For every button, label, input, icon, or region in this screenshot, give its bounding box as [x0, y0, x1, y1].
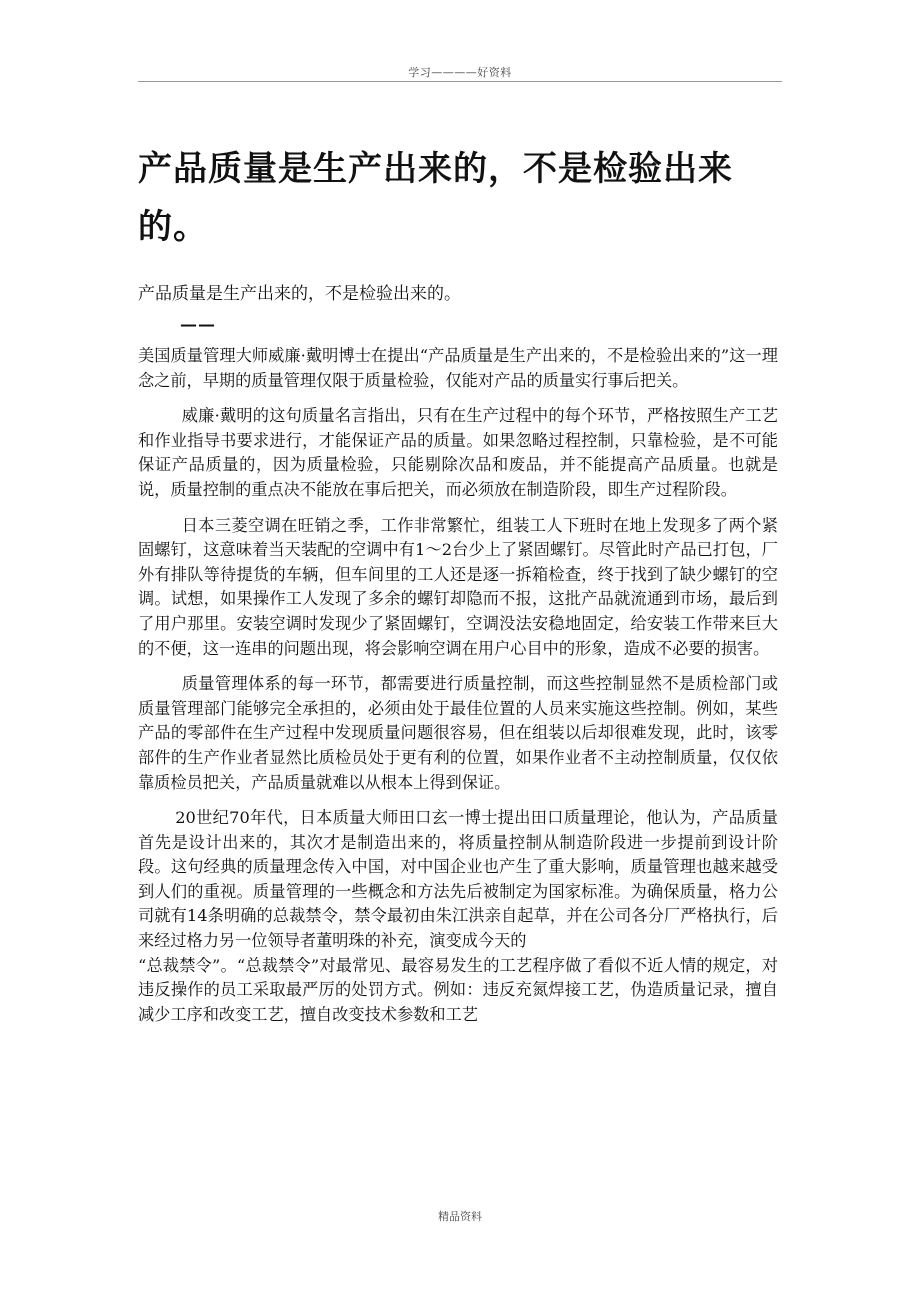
page-header: 学习————好资料	[408, 66, 512, 79]
paragraph-4: 质量管理体系的每一环节，都需要进行质量控制，而这些控制显然不是质检部门或质量管理部门能够完全承担的，必须由处于最佳位置的人员来实施这些控制。例如，某些产品的零部件在生产过程中发现质量问题很容易，但在组装以后却很难发现，此时，该零部件的生产作业者显然比质检员处于更有利的位置，如果作业者不主动控制质量，仅仅依靠质检员把关，产品质量就难以从根本上得到保证。	[138, 674, 778, 792]
page-footer: 精品资料	[438, 1210, 482, 1223]
attribution-dash: ——	[180, 315, 216, 335]
header-rule	[138, 81, 782, 82]
document-subtitle: 产品质量是生产出来的，不是检验出来的。	[138, 284, 461, 304]
paragraph-2: 威廉·戴明的这句质量名言指出，只有在生产过程中的每个环节，严格按照生产工艺和作业指导书要求进行，才能保证产品的质量。如果忽略过程控制，只靠检验，是不可能保证产品质量的，因为质量检验，只能剔除次品和废品，并不能提高产品质量。也就是说，质量控制的重点决不能放在事后把关，而必须放在制造阶段，即生产过程阶段。	[138, 406, 778, 499]
paragraph-5: 20世纪70年代，日本质量大师田口玄一博士提出田口质量理论，他认为，产品质量首先是设计出来的，其次才是制造出来的，将质量控制从制造阶段进一步提前到设计阶段。这句经典的质量理念传入中国，对中国企业也产生了重大影响，质量管理也越来越受到人们的重视。质量管理的一些概念和方法先后被制定为国家标准。为确保质量，格力公司就有14条明确的总裁禁令，禁令最初由朱江洪亲自起草，并在公司各分厂严格执行，后来经过格力另一位领导者董明珠的补充，演变成今天的	[138, 808, 778, 951]
document-title: 产品质量是生产出来的，不是检验出来的。	[138, 149, 733, 247]
paragraph-6: “总裁禁令”。“总裁禁令”对最常见、最容易发生的工艺程序做了看似不近人情的规定，对违反操作的员工采取最严厉的处罚方式。例如：违反充氮焊接工艺，伪造质量记录，擅自减少工序和改变工艺，擅自改变技术参数和工艺	[138, 955, 778, 1024]
paragraph-1: 美国质量管理大师威廉·戴明博士在提出“产品质量是生产出来的，不是检验出来的”这一理念之前，早期的质量管理仅限于质量检验，仅能对产品的质量实行事后把关。	[138, 346, 778, 390]
paragraph-3: 日本三菱空调在旺销之季，工作非常繁忙，组装工人下班时在地上发现多了两个紧固螺钉，这意味着当天装配的空调中有1～2台少上了紧固螺钉。尽管此时产品已打包，厂外有排队等待提货的车辆，但车间里的工人还是逐一拆箱检查，终于找到了缺少螺钉的空调。试想，如果操作工人发现了多余的螺钉却隐而不报，这批产品就流通到市场，最后到了用户那里。安装空调时发现少了紧固螺钉，空调没法安稳地固定，给安装工作带来巨大的不便，这一连串的问题出现，将会影响空调在用户心目中的形象，造成不必要的损害。	[138, 515, 778, 658]
document-body	[138, 344, 778, 1038]
